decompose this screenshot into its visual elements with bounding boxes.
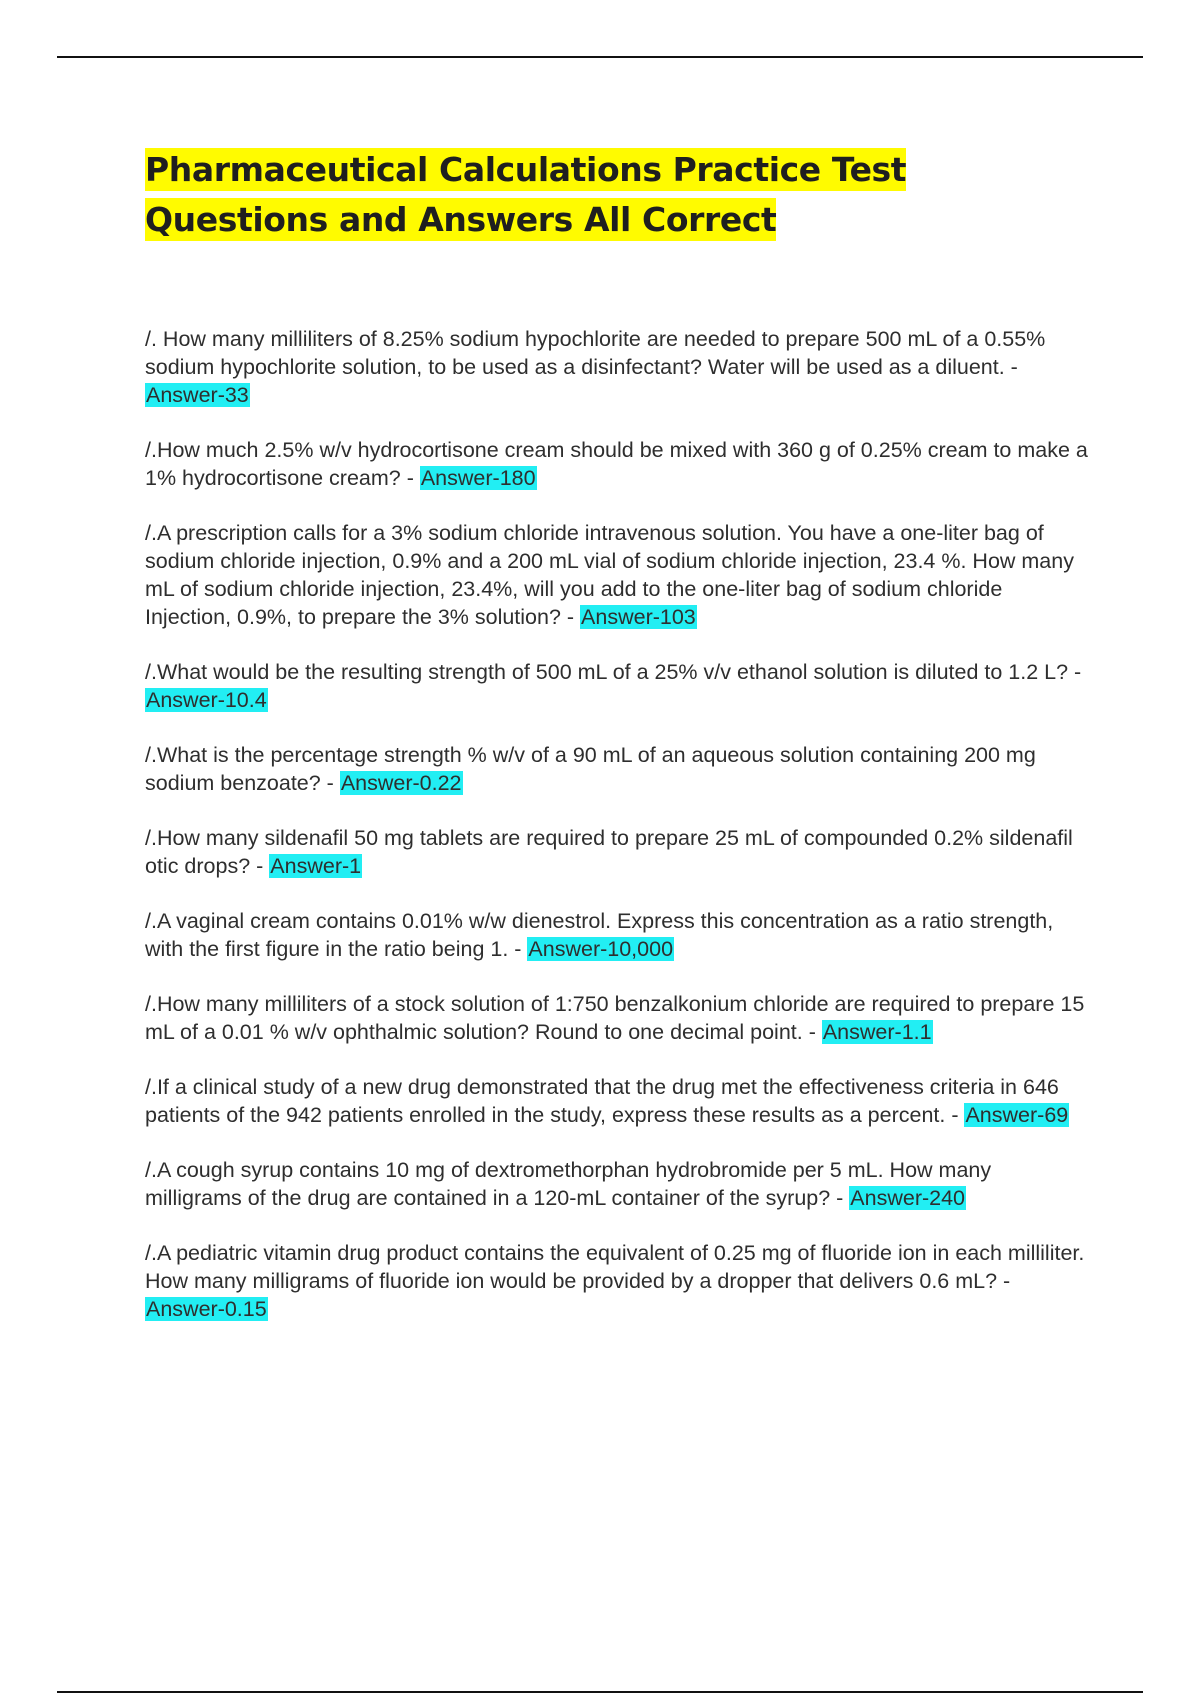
qa-item-2 — [145, 436, 1090, 492]
title-highlight: Pharmaceutical Calculations Practice Test Questions and Answers All Correct — [145, 150, 907, 239]
qa-item-10 — [145, 1156, 1090, 1212]
question-text: /.How many milliliters of a stock solution of 1:750 benzalkonium chloride are required to prepare 15 mL of a 0.01 % w/v ophthalmic solution? Round to one decimal point. - — [145, 992, 1085, 1044]
answer-highlight: Answer-10.4 — [146, 688, 267, 712]
qa-item-11 — [145, 1239, 1090, 1323]
question-text: /.What is the percentage strength % w/v of a 90 mL of an aqueous solution containing 200 mg sodium benzoate? - — [145, 743, 1036, 795]
answer-highlight: Answer-0.15 — [146, 1297, 267, 1321]
qa-list — [145, 325, 1090, 1323]
answer-highlight: Answer-103 — [581, 605, 696, 629]
document-body — [145, 145, 1090, 1350]
answer-highlight: Answer-240 — [850, 1186, 966, 1210]
top-rule — [57, 56, 1143, 58]
qa-item-4 — [145, 658, 1090, 714]
answer-highlight: Answer-180 — [420, 466, 536, 490]
question-text: /.A cough syrup contains 10 mg of dextromethorphan hydrobromide per 5 mL. How many milligrams of the drug are contained in a 120-mL container of the syrup? - — [145, 1158, 992, 1210]
answer-highlight: Answer-69 — [965, 1103, 1069, 1127]
question-text: /.If a clinical study of a new drug demonstrated that the drug met the effectiveness criteria in 646 patients of the 942 patients enrolled in the study, express these results as a percent. - — [145, 1075, 1059, 1127]
page-title — [145, 145, 1090, 245]
qa-item-9 — [145, 1073, 1090, 1129]
question-text: /.A pediatric vitamin drug product contains the equivalent of 0.25 mg of fluoride ion in each milliliter. How many milligrams of fluoride ion would be provided by a dropper that delivers 0.6 mL? - — [145, 1241, 1085, 1293]
qa-item-3 — [145, 519, 1090, 631]
qa-item-1 — [145, 325, 1090, 409]
qa-item-8 — [145, 990, 1090, 1046]
question-text: /. How many milliliters of 8.25% sodium hypochlorite are needed to prepare 500 mL of a 0.55% sodium hypochlorite solution, to be used as a disinfectant? Water will be used as a diluent. - — [145, 327, 1046, 379]
question-text: /.A vaginal cream contains 0.01% w/w dienestrol. Express this concentration as a ratio strength, with the first figure in the ratio being 1. - — [145, 909, 1054, 961]
question-text: /.A prescription calls for a 3% sodium chloride intravenous solution. You have a one-liter bag of sodium chloride injection, 0.9% and a 200 mL vial of sodium chloride injection, 23.4 %. How many mL of sodium chloride injection, 23.4%, will you add to the one-liter bag of sodium chloride Injection, 0.9%, to prepare the 3% solution? - — [145, 521, 1074, 629]
qa-item-7 — [145, 907, 1090, 963]
bottom-rule — [57, 1691, 1143, 1693]
question-text: /.How much 2.5% w/v hydrocortisone cream should be mixed with 360 g of 0.25% cream to make a 1% hydrocortisone cream? - — [145, 438, 1088, 490]
question-text: /.How many sildenafil 50 mg tablets are required to prepare 25 mL of compounded 0.2% sildenafil otic drops? - — [145, 826, 1073, 878]
answer-highlight: Answer-1 — [270, 854, 362, 878]
question-text: /.What would be the resulting strength of 500 mL of a 25% v/v ethanol solution is diluted to 1.2 L? - — [145, 660, 1082, 684]
answer-highlight: Answer-10,000 — [528, 937, 674, 961]
qa-item-6 — [145, 824, 1090, 880]
qa-item-5 — [145, 741, 1090, 797]
answer-highlight: Answer-33 — [146, 383, 249, 407]
answer-highlight: Answer-0.22 — [340, 771, 462, 795]
answer-highlight: Answer-1.1 — [822, 1020, 932, 1044]
